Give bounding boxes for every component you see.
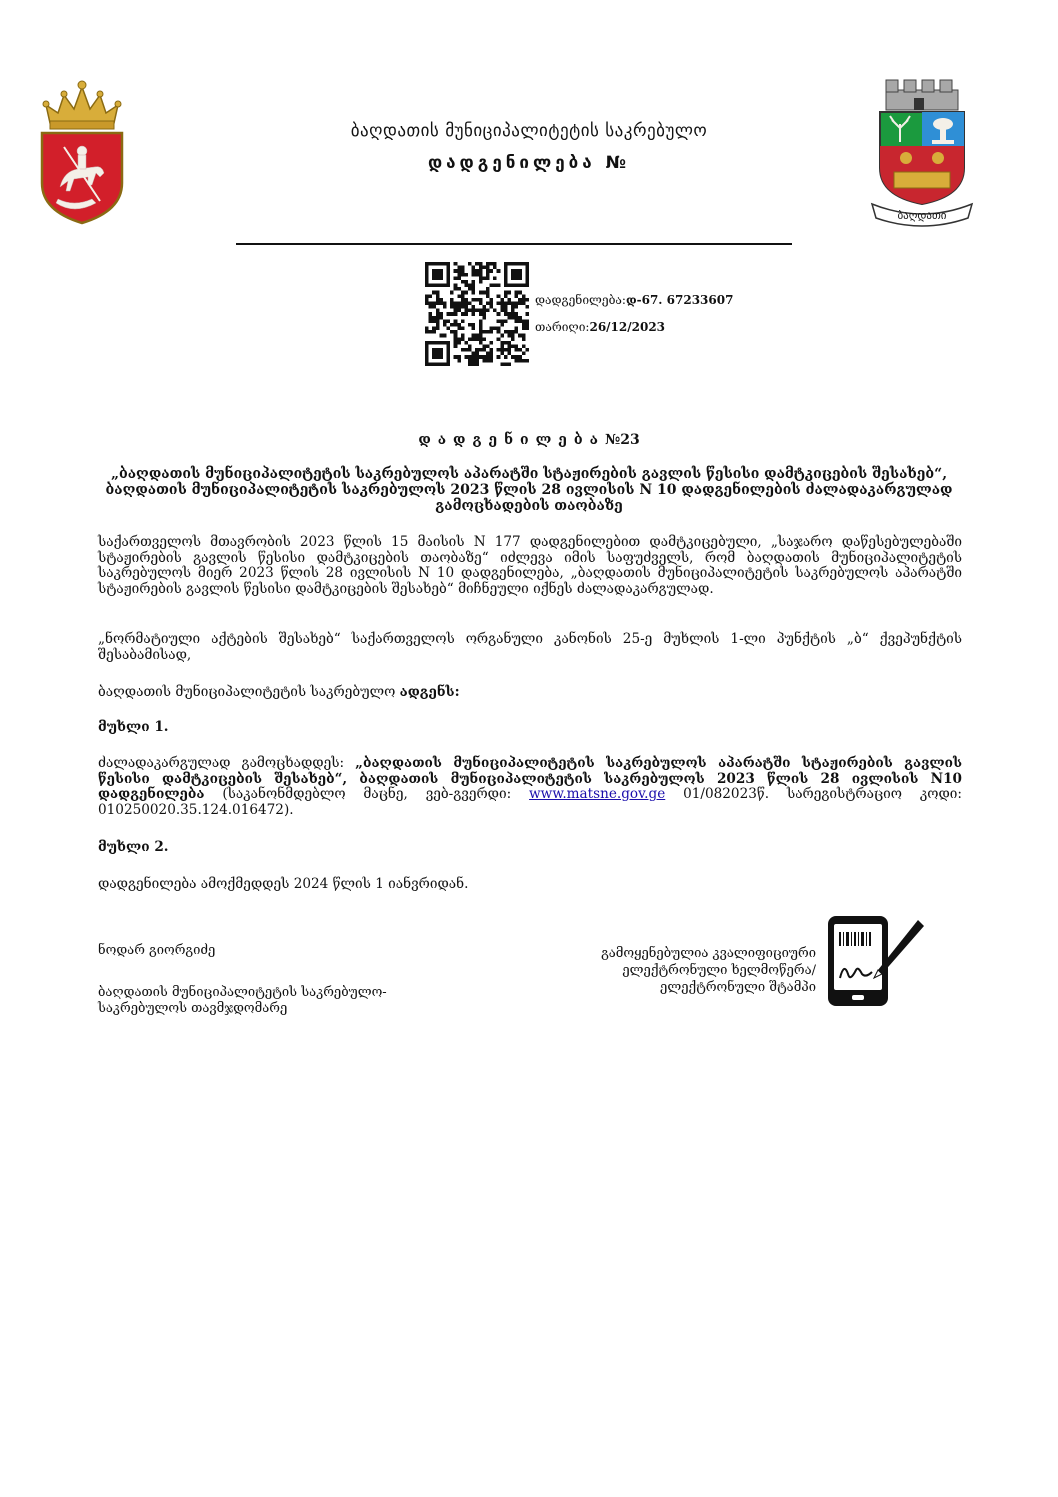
article-1-tail: 01/082023წ. სარეგისტრაციო კოდი: 010250020.35.124.016472).	[98, 786, 962, 818]
baghdati-banner-label: ბაღდათი	[897, 209, 947, 222]
electronic-signature-label	[548, 945, 816, 996]
registration-date-value: 26/12/2023	[589, 320, 666, 334]
legal-basis-paragraph: „ნორმატიული აქტების შესახებ“ საქართველოს ორგანული კანონის 25-ე მუხლის 1-ლი პუნქტის „ბ“ ქვეპუნქტის შესაბამისად,	[98, 631, 962, 663]
preamble-paragraph: საქართველოს მთავრობის 2023 წლის 15 მაისის N 177 დადგენილებით დამტკიცებული, „საჯარო დაწესებულებაში სტაჟირების გავლის წესისი დამტკიცების თაობაზე“ იძლევა იმის საფუძველს, რომ ბაღდათის მუნიციპალიტეტის საკრებულოს მიერ 2023 წლის 28 ივლისის N 10 დადგენილება, „ბაღდათის მუნიციპალიტეტის საკრებულოს აპარატში სტაჟირების გავლის წესისი დამტკიცების შესახებ“ მიჩნეული იქნეს ძალადაკარგულად.	[98, 534, 962, 597]
georgia-coat-of-arms-icon	[34, 75, 130, 225]
signer-title-line-1: ბაღდათის მუნიციპალიტეტის საკრებულო-	[98, 985, 387, 1000]
document-number-word: დადგენილება	[418, 432, 605, 448]
registration-number-value: დ-67. 67233607	[625, 293, 734, 307]
document-number	[95, 432, 963, 448]
decides-prefix: ბაღდათის მუნიციპალიტეტის საკრებულო	[98, 684, 396, 700]
baghdati-coat-of-arms-icon	[862, 72, 982, 227]
matsne-link[interactable]: www.matsne.gov.ge	[529, 786, 666, 802]
signer-title	[98, 985, 387, 1017]
article-1-intro: ძალადაკარგულად გამოცხადდეს:	[98, 755, 345, 771]
decides-paragraph	[98, 685, 962, 701]
esign-line-3: ელექტრონული შტამპი	[660, 980, 816, 995]
document-number-value: №23	[604, 432, 640, 448]
crown-icon	[43, 81, 121, 129]
article-1-text	[98, 756, 962, 818]
decides-word: ადგენს:	[399, 684, 460, 700]
registration-date	[535, 320, 665, 334]
registration-number-label: დადგენილება:	[535, 293, 626, 307]
signer-name: ნოდარ გიორგიძე	[98, 943, 216, 958]
header-divider	[236, 243, 792, 245]
electronic-signature-icon	[822, 912, 926, 1012]
decree-heading: დადგენილება №	[427, 153, 631, 173]
registration-date-label: თარიღი:	[535, 320, 590, 334]
article-2-text: დადგენილება ამოქმედდეს 2024 წლის 1 იანვრიდან.	[98, 876, 469, 892]
article-1-bold: „ბაღდათის მუნიციპალიტეტის საკრებულოს აპარატში სტაჟირების გავლის წესისი დამტკიცების შესახებ“, ბაღდათის მუნიციპალიტეტის საკრებულოს 2023 წლის 28 ივლისის N10 დადგენილება	[98, 755, 962, 802]
registration-number	[535, 293, 733, 307]
article-1-heading: მუხლი 1.	[98, 719, 169, 735]
wall-crown-icon	[886, 80, 958, 110]
article-2-heading: მუხლი 2.	[98, 839, 169, 855]
signer-title-line-2: საკრებულოს თავმჯდომარე	[98, 1001, 288, 1016]
article-1-source: (საკანონმდებლო მაცნე, ვებ-გვერდი:	[222, 786, 512, 802]
council-title: ბაღდათის მუნიციპალიტეტის საკრებულო	[350, 121, 708, 141]
qr-code-icon	[425, 262, 529, 366]
esign-line-1: გამოყენებულია კვალიფიციური	[601, 946, 816, 961]
document-title: „ბაღდათის მუნიციპალიტეტის საკრებულოს აპარატში სტაჟირების გავლის წესისი დამტკიცების შესახებ“, ბაღდათის მუნიციპალიტეტის საკრებულოს 2023 წლის 28 ივლისის N 10 დადგენილების ძალადაკარგულად გამოცხადების თაობაზე	[105, 466, 953, 514]
esign-line-2: ელექტრონული ხელმოწერა/	[622, 963, 816, 978]
